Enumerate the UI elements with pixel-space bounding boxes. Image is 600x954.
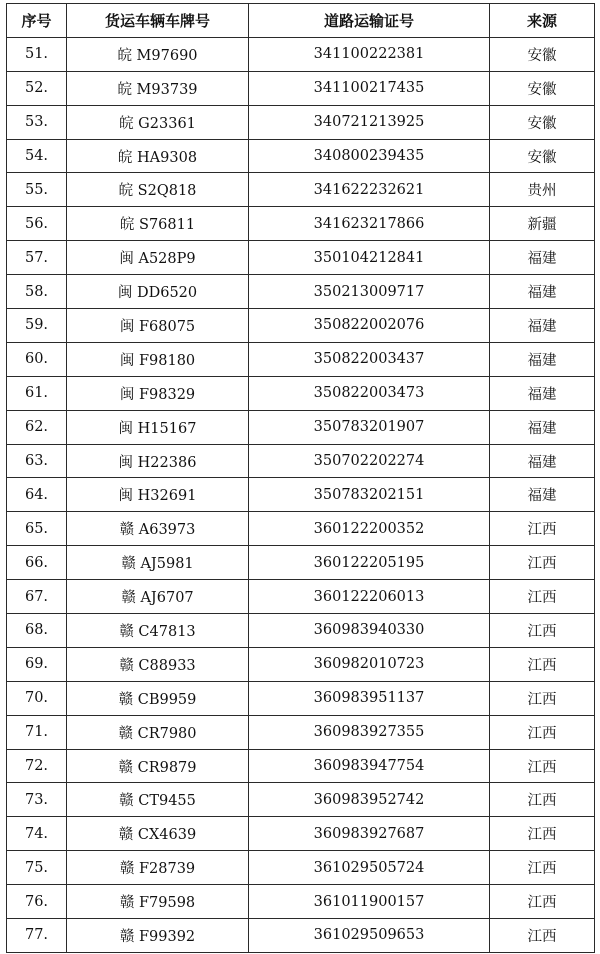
cell-index: 62. — [7, 410, 67, 444]
table-row — [7, 241, 595, 275]
table-row — [7, 71, 595, 105]
cell-plate-number: 赣 F99392 — [67, 919, 249, 953]
cell-source: 福建 — [490, 376, 595, 410]
cell-plate-number: 闽 F68075 — [67, 309, 249, 343]
cell-plate-number: 赣 CR7980 — [67, 715, 249, 749]
table-row — [7, 444, 595, 478]
table-row — [7, 817, 595, 851]
cell-source: 福建 — [490, 410, 595, 444]
cell-source: 江西 — [490, 851, 595, 885]
cell-index: 64. — [7, 478, 67, 512]
cell-index: 65. — [7, 512, 67, 546]
cell-source: 福建 — [490, 309, 595, 343]
table-row — [7, 512, 595, 546]
table-row — [7, 275, 595, 309]
cell-transport-permit: 360983952742 — [249, 783, 490, 817]
cell-plate-number: 闽 F98180 — [67, 342, 249, 376]
cell-plate-number: 赣 F28739 — [67, 851, 249, 885]
cell-transport-permit: 360122200352 — [249, 512, 490, 546]
cell-transport-permit: 350822003437 — [249, 342, 490, 376]
table-row — [7, 783, 595, 817]
cell-index: 59. — [7, 309, 67, 343]
cell-source: 江西 — [490, 749, 595, 783]
cell-transport-permit: 360982010723 — [249, 647, 490, 681]
cell-index: 71. — [7, 715, 67, 749]
cell-plate-number: 皖 S2Q818 — [67, 173, 249, 207]
cell-index: 72. — [7, 749, 67, 783]
cell-plate-number: 闽 H22386 — [67, 444, 249, 478]
cell-index: 68. — [7, 614, 67, 648]
cell-source: 福建 — [490, 478, 595, 512]
cell-transport-permit: 360983940330 — [249, 614, 490, 648]
cell-source: 江西 — [490, 681, 595, 715]
cell-plate-number: 赣 AJ6707 — [67, 580, 249, 614]
cell-index: 52. — [7, 71, 67, 105]
table-row — [7, 478, 595, 512]
cell-index: 76. — [7, 885, 67, 919]
table-row — [7, 37, 595, 71]
table-header-row — [7, 4, 595, 38]
cell-plate-number: 赣 A63973 — [67, 512, 249, 546]
cell-source: 贵州 — [490, 173, 595, 207]
cell-index: 74. — [7, 817, 67, 851]
cell-transport-permit: 361011900157 — [249, 885, 490, 919]
cell-source: 安徽 — [490, 71, 595, 105]
cell-index: 66. — [7, 546, 67, 580]
cell-transport-permit: 360983927355 — [249, 715, 490, 749]
cell-plate-number: 赣 C88933 — [67, 647, 249, 681]
cell-plate-number: 赣 CT9455 — [67, 783, 249, 817]
cell-transport-permit: 350822002076 — [249, 309, 490, 343]
cell-index: 60. — [7, 342, 67, 376]
table-row — [7, 749, 595, 783]
table-row — [7, 715, 595, 749]
cell-source: 福建 — [490, 342, 595, 376]
cell-source: 福建 — [490, 241, 595, 275]
cell-source: 江西 — [490, 546, 595, 580]
cell-plate-number: 赣 F79598 — [67, 885, 249, 919]
cell-index: 70. — [7, 681, 67, 715]
cell-source: 江西 — [490, 715, 595, 749]
cell-source: 江西 — [490, 817, 595, 851]
cell-source: 福建 — [490, 444, 595, 478]
table-body — [7, 37, 595, 952]
cell-plate-number: 闽 H15167 — [67, 410, 249, 444]
cell-transport-permit: 360983927687 — [249, 817, 490, 851]
cell-source: 安徽 — [490, 139, 595, 173]
cell-transport-permit: 340721213925 — [249, 105, 490, 139]
cell-transport-permit: 360983951137 — [249, 681, 490, 715]
cell-plate-number: 赣 CB9959 — [67, 681, 249, 715]
cell-plate-number: 闽 DD6520 — [67, 275, 249, 309]
cell-source: 江西 — [490, 614, 595, 648]
cell-transport-permit: 350702202274 — [249, 444, 490, 478]
cell-transport-permit: 341100222381 — [249, 37, 490, 71]
cell-source: 江西 — [490, 580, 595, 614]
table-row — [7, 885, 595, 919]
table-row — [7, 681, 595, 715]
cell-source: 江西 — [490, 885, 595, 919]
table-row — [7, 851, 595, 885]
table-row — [7, 580, 595, 614]
cell-plate-number: 闽 H32691 — [67, 478, 249, 512]
cell-transport-permit: 341622232621 — [249, 173, 490, 207]
cell-source: 江西 — [490, 783, 595, 817]
cell-transport-permit: 360122206013 — [249, 580, 490, 614]
cell-source: 江西 — [490, 919, 595, 953]
cell-plate-number: 赣 AJ5981 — [67, 546, 249, 580]
cell-plate-number: 皖 M97690 — [67, 37, 249, 71]
table-row — [7, 546, 595, 580]
cell-index: 67. — [7, 580, 67, 614]
table-row — [7, 410, 595, 444]
cell-index: 54. — [7, 139, 67, 173]
header-index: 序号 — [7, 4, 67, 38]
table-row — [7, 139, 595, 173]
table-row — [7, 309, 595, 343]
cell-plate-number: 赣 C47813 — [67, 614, 249, 648]
cell-index: 57. — [7, 241, 67, 275]
cell-source: 江西 — [490, 647, 595, 681]
cell-transport-permit: 360122205195 — [249, 546, 490, 580]
cell-source: 福建 — [490, 275, 595, 309]
cell-plate-number: 皖 S76811 — [67, 207, 249, 241]
cell-transport-permit: 350213009717 — [249, 275, 490, 309]
cell-index: 53. — [7, 105, 67, 139]
cell-transport-permit: 361029509653 — [249, 919, 490, 953]
cell-source: 安徽 — [490, 105, 595, 139]
cell-index: 73. — [7, 783, 67, 817]
cell-transport-permit: 341100217435 — [249, 71, 490, 105]
cell-source: 江西 — [490, 512, 595, 546]
table-row — [7, 342, 595, 376]
cell-transport-permit: 350822003473 — [249, 376, 490, 410]
header-transport-permit: 道路运输证号 — [249, 4, 490, 38]
cell-plate-number: 赣 CX4639 — [67, 817, 249, 851]
table-row — [7, 207, 595, 241]
cell-transport-permit: 341623217866 — [249, 207, 490, 241]
cell-plate-number: 皖 HA9308 — [67, 139, 249, 173]
table-row — [7, 647, 595, 681]
table-row — [7, 919, 595, 953]
cell-index: 51. — [7, 37, 67, 71]
cell-index: 55. — [7, 173, 67, 207]
header-source: 来源 — [490, 4, 595, 38]
cell-index: 77. — [7, 919, 67, 953]
cell-source: 安徽 — [490, 37, 595, 71]
cell-index: 58. — [7, 275, 67, 309]
cell-plate-number: 皖 M93739 — [67, 71, 249, 105]
cell-index: 56. — [7, 207, 67, 241]
cell-index: 75. — [7, 851, 67, 885]
cell-plate-number: 闽 F98329 — [67, 376, 249, 410]
table-row — [7, 105, 595, 139]
table-row — [7, 173, 595, 207]
cell-plate-number: 皖 G23361 — [67, 105, 249, 139]
cell-transport-permit: 350104212841 — [249, 241, 490, 275]
cell-transport-permit: 360983947754 — [249, 749, 490, 783]
header-plate-number: 货运车辆车牌号 — [67, 4, 249, 38]
cell-index: 69. — [7, 647, 67, 681]
table-row — [7, 614, 595, 648]
cell-transport-permit: 340800239435 — [249, 139, 490, 173]
cell-plate-number: 赣 CR9879 — [67, 749, 249, 783]
cell-index: 61. — [7, 376, 67, 410]
cell-transport-permit: 350783201907 — [249, 410, 490, 444]
cell-plate-number: 闽 A528P9 — [67, 241, 249, 275]
cell-transport-permit: 361029505724 — [249, 851, 490, 885]
cell-transport-permit: 350783202151 — [249, 478, 490, 512]
table-row — [7, 376, 595, 410]
cell-source: 新疆 — [490, 207, 595, 241]
vehicle-table — [6, 3, 595, 953]
cell-index: 63. — [7, 444, 67, 478]
